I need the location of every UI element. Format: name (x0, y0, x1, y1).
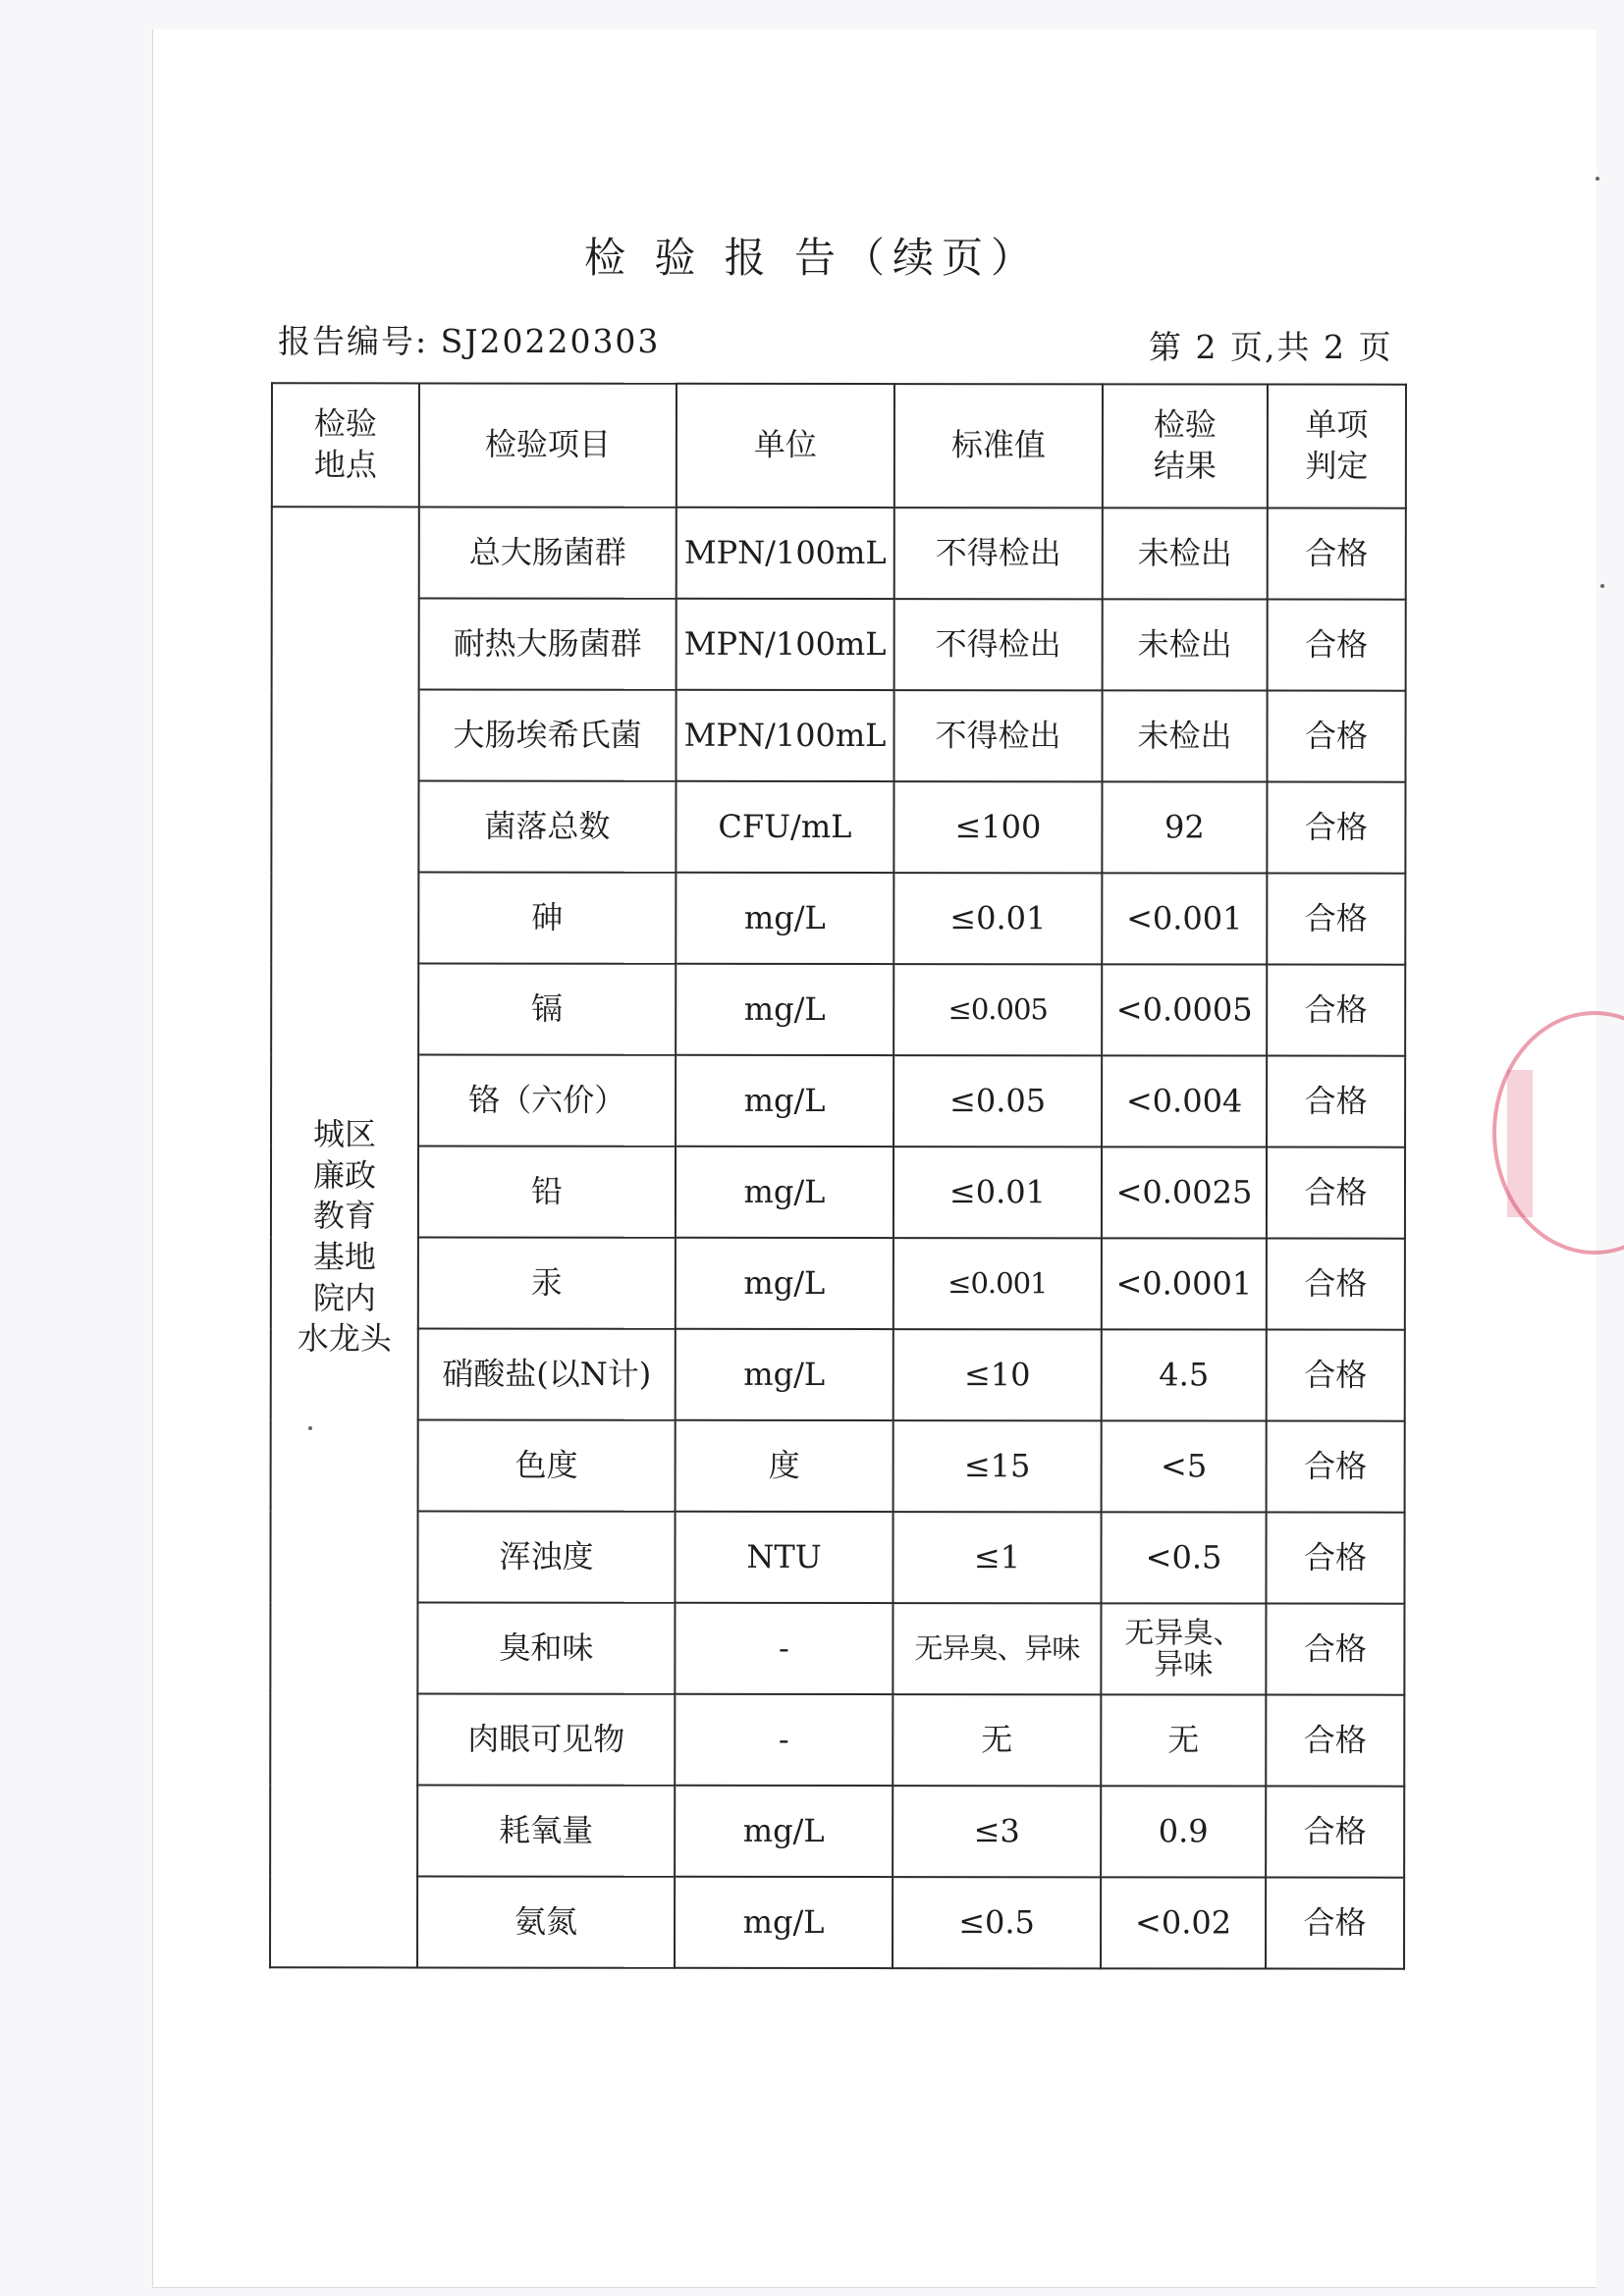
table-row (270, 1511, 1404, 1603)
judgement-cell: 合格 (1267, 1148, 1405, 1239)
standard-cell: ≤100 (893, 781, 1102, 873)
report-number-line (278, 316, 660, 362)
standard-cell: 无 (893, 1694, 1101, 1786)
header-item: 检验项目 (419, 383, 677, 507)
judgement-cell: 合格 (1266, 1787, 1404, 1878)
report-number-label: 报告编号: (278, 322, 429, 360)
unit-cell: mg/L (675, 1877, 893, 1968)
result-cell: <5 (1102, 1420, 1267, 1512)
result-cell: <0.5 (1101, 1512, 1266, 1603)
judgement-cell: 合格 (1267, 691, 1405, 782)
location-cell: 城区 廉政 教育 基地 院内 水龙头 (270, 507, 419, 1967)
table-row (271, 780, 1405, 873)
item-cell: 砷 (418, 872, 676, 963)
unit-cell: CFU/mL (676, 781, 893, 873)
unit-cell: mg/L (676, 1055, 893, 1147)
item-cell: 氨氮 (417, 1876, 675, 1967)
table-row (271, 1419, 1405, 1512)
result-cell: 4.5 (1102, 1329, 1267, 1420)
result-cell: 无异臭、 异味 (1101, 1603, 1266, 1694)
item-cell: 大肠埃希氏菌 (418, 689, 676, 780)
result-cell: 未检出 (1103, 507, 1268, 599)
report-number: SJ20220303 (440, 322, 661, 360)
standard-cell: 不得检出 (894, 599, 1103, 690)
result-cell: 未检出 (1103, 599, 1268, 690)
judgement-cell: 合格 (1267, 965, 1405, 1056)
table-row (270, 1785, 1404, 1877)
item-cell: 耐热大肠菌群 (419, 598, 677, 689)
table-row (271, 872, 1405, 964)
judgement-cell: 合格 (1267, 1056, 1405, 1148)
item-cell: 镉 (418, 963, 676, 1054)
inspection-table (269, 382, 1407, 1969)
result-cell: 未检出 (1102, 690, 1267, 781)
table-body (270, 507, 1406, 1968)
judgement-cell: 合格 (1266, 1695, 1404, 1787)
unit-cell: MPN/100mL (677, 507, 894, 599)
header-result: 检验 结果 (1103, 384, 1268, 507)
table-row (271, 1146, 1405, 1238)
scan-speck (1596, 177, 1599, 181)
standard-cell: ≤0.001 (893, 1238, 1102, 1329)
judgement-cell: 合格 (1267, 1421, 1405, 1513)
table-row (271, 963, 1405, 1055)
standard-cell: 不得检出 (893, 690, 1102, 781)
judgement-cell: 合格 (1268, 508, 1406, 600)
result-cell: <0.004 (1102, 1055, 1267, 1147)
standard-cell: ≤3 (893, 1786, 1101, 1877)
unit-cell: mg/L (676, 1238, 893, 1329)
judgement-cell: 合格 (1267, 782, 1405, 874)
result-cell: 92 (1102, 781, 1267, 873)
unit-cell: NTU (675, 1512, 893, 1603)
table-row (270, 1602, 1404, 1694)
unit-cell: mg/L (675, 1786, 893, 1877)
standard-cell: ≤10 (893, 1329, 1102, 1420)
judgement-cell: 合格 (1266, 1604, 1404, 1695)
scan-speck (308, 1426, 312, 1430)
standard-cell: 不得检出 (894, 507, 1103, 599)
item-cell: 铅 (418, 1146, 676, 1237)
standard-cell: ≤0.5 (893, 1877, 1101, 1968)
header-location: 检验 地点 (272, 383, 419, 507)
table-row (271, 1054, 1405, 1147)
standard-cell: 无异臭、异味 (893, 1603, 1101, 1694)
standard-cell: ≤1 (893, 1512, 1101, 1603)
unit-cell: MPN/100mL (677, 599, 894, 690)
judgement-cell: 合格 (1267, 1330, 1405, 1421)
result-cell: 0.9 (1101, 1786, 1266, 1877)
item-cell: 色度 (418, 1419, 676, 1511)
table-row (271, 1237, 1405, 1329)
item-cell: 肉眼可见物 (417, 1693, 675, 1785)
result-cell: <0.0025 (1102, 1147, 1267, 1238)
result-cell: <0.0001 (1102, 1238, 1267, 1329)
item-cell: 菌落总数 (418, 780, 676, 872)
table-row (272, 598, 1406, 690)
standard-cell: ≤0.005 (893, 964, 1102, 1055)
item-cell: 铬（六价） (418, 1054, 676, 1146)
unit-cell: mg/L (676, 964, 893, 1055)
item-cell: 总大肠菌群 (419, 507, 677, 598)
judgement-cell: 合格 (1266, 1878, 1404, 1969)
unit-cell: - (675, 1694, 893, 1786)
unit-cell: mg/L (676, 873, 893, 964)
unit-cell: 度 (676, 1420, 893, 1512)
report-title: 检 验 报 告（续页） (583, 234, 1041, 282)
item-cell: 臭和味 (417, 1602, 675, 1693)
scan-speck (1600, 584, 1604, 588)
table-header-row (272, 383, 1406, 507)
seal-text-mark (1507, 1070, 1533, 1217)
header-unit: 单位 (677, 384, 894, 507)
header-judgement: 单项 判定 (1268, 385, 1406, 508)
unit-cell: - (675, 1603, 893, 1694)
result-cell: <0.02 (1101, 1877, 1266, 1968)
header-standard: 标准值 (894, 384, 1103, 507)
result-cell: <0.0005 (1102, 964, 1267, 1055)
standard-cell: ≤0.01 (893, 873, 1102, 964)
unit-cell: mg/L (676, 1147, 893, 1238)
item-cell: 汞 (418, 1237, 676, 1328)
judgement-cell: 合格 (1267, 1239, 1405, 1330)
table-row (272, 507, 1406, 599)
standard-cell: ≤0.01 (893, 1147, 1102, 1238)
item-cell: 硝酸盐(以N计) (418, 1328, 676, 1419)
table-row (271, 1328, 1405, 1420)
judgement-cell: 合格 (1267, 874, 1405, 965)
item-cell: 浑浊度 (417, 1511, 675, 1602)
result-cell: 无 (1101, 1694, 1266, 1786)
unit-cell: MPN/100mL (676, 690, 893, 781)
table-row (271, 689, 1405, 781)
standard-cell: ≤0.05 (893, 1055, 1102, 1147)
table-row (270, 1693, 1404, 1786)
judgement-cell: 合格 (1266, 1513, 1404, 1604)
unit-cell: mg/L (676, 1329, 893, 1420)
judgement-cell: 合格 (1268, 600, 1406, 691)
page-indicator: 第 2 页,共 2 页 (1149, 328, 1393, 366)
item-cell: 耗氧量 (417, 1785, 675, 1876)
table-row (270, 1876, 1404, 1968)
standard-cell: ≤15 (893, 1420, 1102, 1512)
result-cell: <0.001 (1102, 873, 1267, 964)
